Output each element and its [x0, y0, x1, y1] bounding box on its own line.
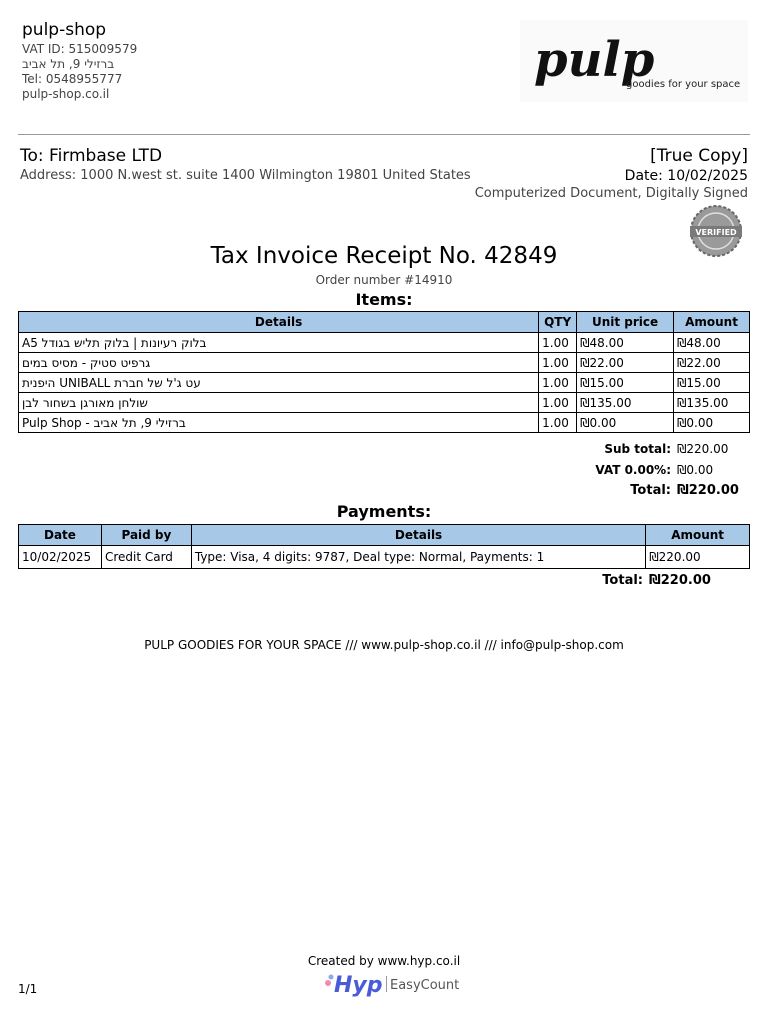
item-unit-price: ₪135.00 [577, 393, 674, 413]
col-date: Date [19, 525, 102, 546]
payment-method: Credit Card [101, 546, 191, 569]
subtotal-label: Sub total: [604, 442, 671, 456]
item-details: עט ג'ל של חברת UNIBALL היפנית [19, 373, 539, 393]
col-payment-amount: Amount [646, 525, 750, 546]
table-row [19, 546, 750, 569]
items-total-label: Total: [630, 483, 671, 498]
page-number: 1/1 [18, 982, 38, 996]
col-amount: Amount [674, 312, 750, 333]
items-table [18, 311, 750, 433]
table-row [19, 393, 750, 413]
item-details: A5 בלוק רעיונות | בלוק תליש בגודל [19, 333, 539, 353]
item-qty: 1.00 [539, 353, 577, 373]
item-unit-price: ₪15.00 [577, 373, 674, 393]
table-row [19, 413, 750, 433]
vat-label: VAT 0.00%: [595, 463, 671, 477]
item-qty: 1.00 [539, 373, 577, 393]
table-row [19, 353, 750, 373]
item-unit-price: ₪22.00 [577, 353, 674, 373]
item-unit-price: ₪0.00 [577, 413, 674, 433]
seller-tel: Tel: 0548955777 [22, 72, 123, 86]
seal-text: VERIFIED [695, 228, 737, 237]
table-row [19, 333, 750, 353]
payment-details: Type: Visa, 4 digits: 9787, Deal type: Normal, Payments: 1 [191, 546, 645, 569]
header-divider [18, 134, 750, 135]
payments-header-row [19, 525, 750, 546]
payments-table [18, 524, 750, 569]
items-heading: Items: [355, 290, 413, 309]
logo-wordmark: pulp [534, 32, 655, 88]
order-number: Order number #14910 [315, 273, 453, 287]
item-amount: ₪135.00 [674, 393, 750, 413]
item-qty: 1.00 [539, 333, 577, 353]
item-qty: 1.00 [539, 413, 577, 433]
item-qty: 1.00 [539, 393, 577, 413]
col-unit-price: Unit price [577, 312, 674, 333]
created-by: Created by www.hyp.co.il [307, 954, 461, 968]
customer-address: Address: 1000 N.west st. suite 1400 Wilmington 19801 United States [20, 168, 471, 183]
payments-total-value: ₪220.00 [649, 573, 711, 588]
item-details: גרפיט סטיק - מסיס במים [19, 353, 539, 373]
logo-tagline: goodies for your space [626, 79, 741, 90]
hyp-easycount-logo [322, 968, 462, 998]
payments-total-label: Total: [602, 573, 643, 588]
col-details: Details [19, 312, 539, 333]
payment-amount: ₪220.00 [646, 546, 750, 569]
document-title: Tax Invoice Receipt No. 42849 [210, 243, 558, 269]
item-amount: ₪22.00 [674, 353, 750, 373]
item-details: שולחן מאורגן בשחור לבן [19, 393, 539, 413]
true-copy-label: [True Copy] [650, 146, 748, 166]
document-date: Date: 10/02/2025 [624, 168, 748, 184]
payments-heading: Payments: [336, 502, 432, 521]
items-header-row [19, 312, 750, 333]
item-amount: ₪15.00 [674, 373, 750, 393]
col-payment-details: Details [191, 525, 645, 546]
easycount-wordmark: EasyCount [390, 978, 460, 993]
item-details: Pulp Shop - ברזילי 9, תל אביב [19, 413, 539, 433]
item-amount: ₪48.00 [674, 333, 750, 353]
seller-address: ברזילי 9, תל אביב [22, 57, 115, 71]
col-qty: QTY [539, 312, 577, 333]
payment-date: 10/02/2025 [19, 546, 102, 569]
seller-vat-id: VAT ID: 515009579 [22, 42, 138, 56]
item-amount: ₪0.00 [674, 413, 750, 433]
items-total-value: ₪220.00 [677, 483, 739, 498]
seller-website: pulp-shop.co.il [22, 87, 110, 101]
footer-contact-line: PULP GOODIES FOR YOUR SPACE /// www.pulp-shop.co.il /// info@pulp-shop.com [144, 638, 624, 652]
vat-value: ₪0.00 [677, 463, 714, 477]
subtotal-value: ₪220.00 [677, 442, 729, 456]
customer-name: To: Firmbase LTD [20, 146, 163, 166]
col-paid-by: Paid by [101, 525, 191, 546]
digital-signature-note: Computerized Document, Digitally Signed [474, 186, 748, 201]
table-row [19, 373, 750, 393]
hyp-wordmark: Hyp [334, 973, 383, 998]
item-unit-price: ₪48.00 [577, 333, 674, 353]
seller-name: pulp-shop [22, 20, 107, 40]
brand-logo [520, 20, 748, 102]
